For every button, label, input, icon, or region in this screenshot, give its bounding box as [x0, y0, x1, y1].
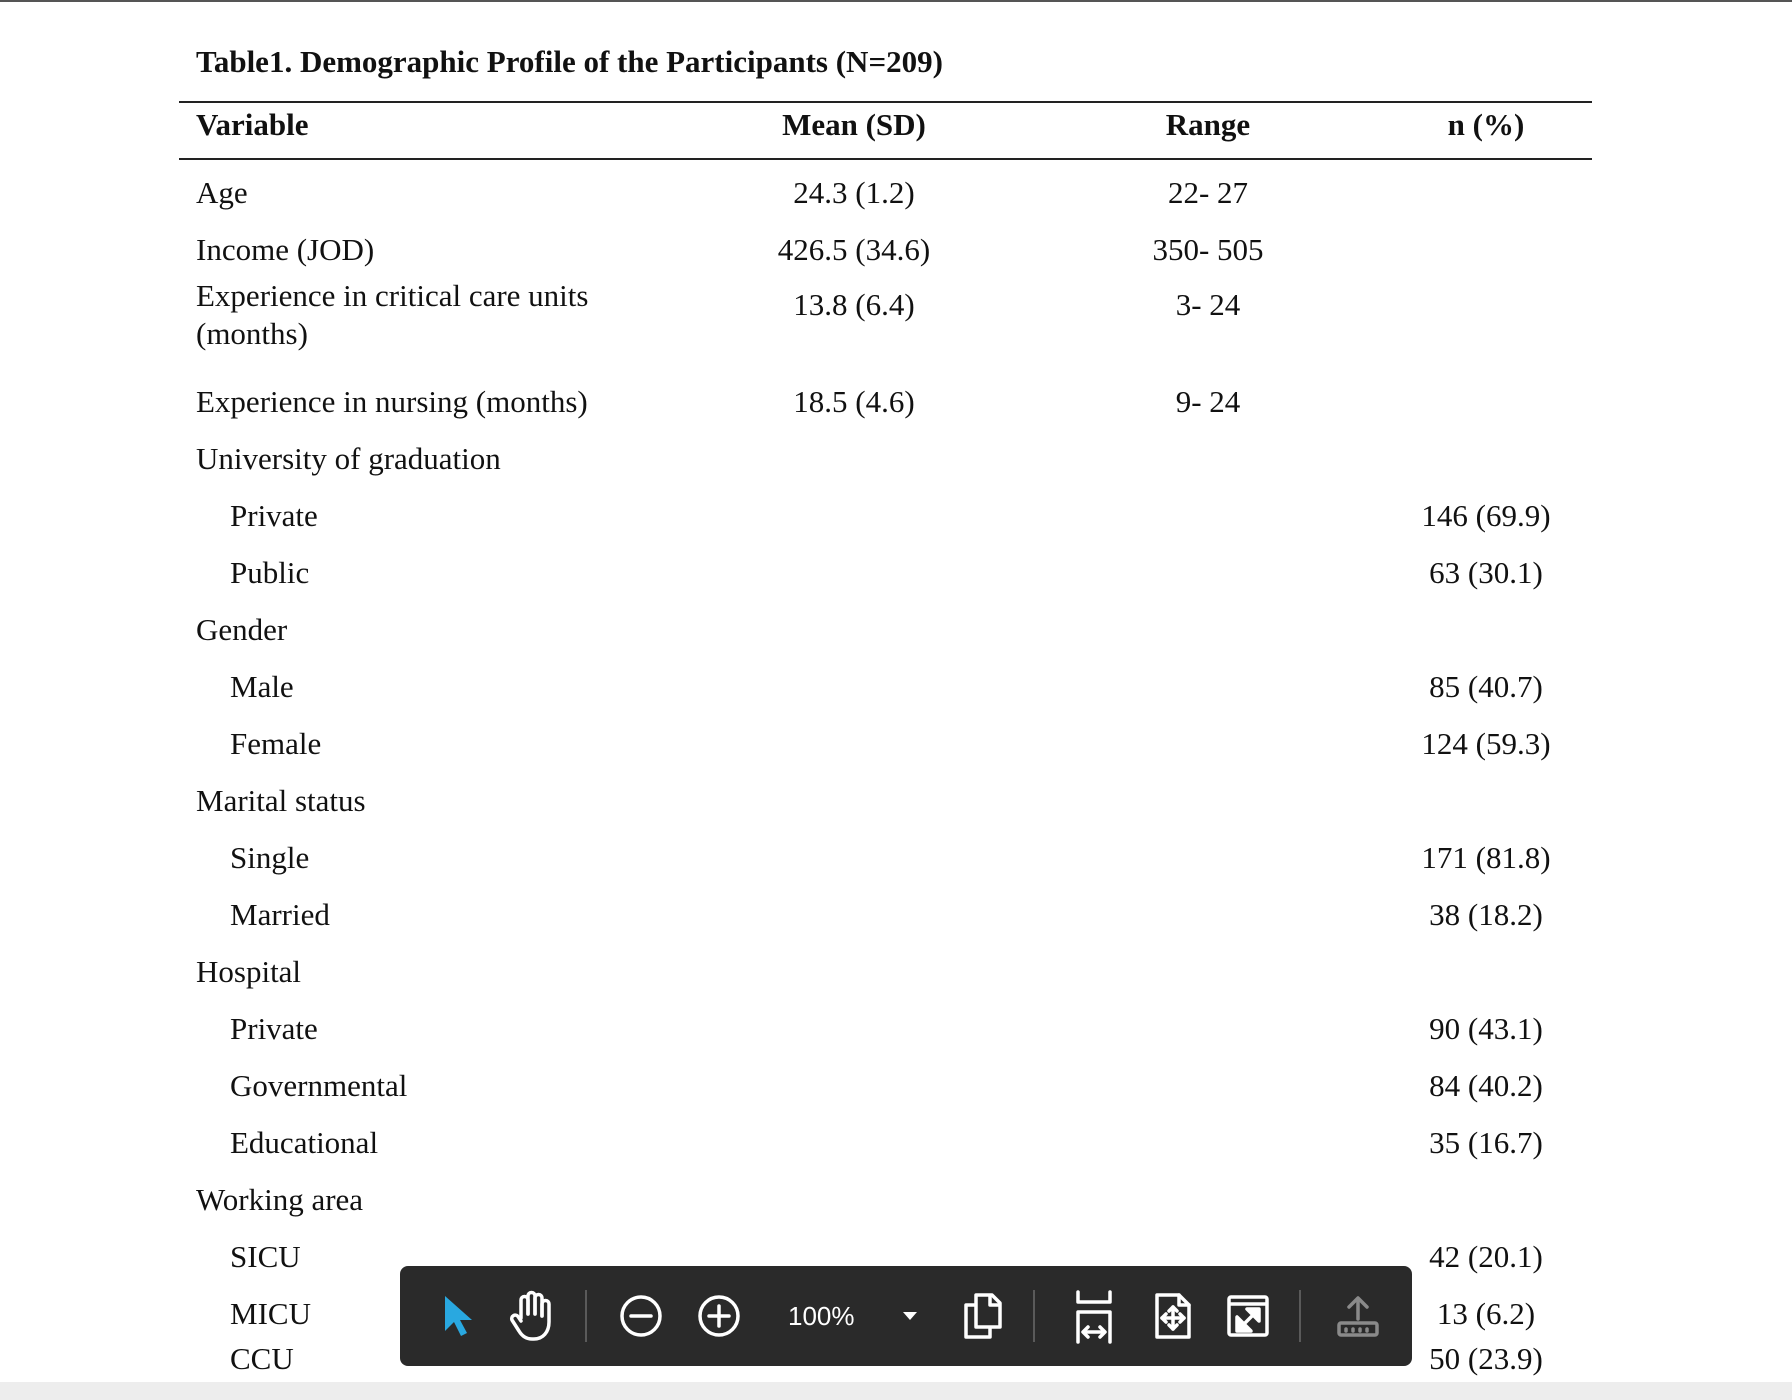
zoom-in-icon: [696, 1293, 742, 1339]
table-row: [0, 667, 1792, 707]
toolbar-separator: [1033, 1290, 1035, 1342]
fit-width-icon: [1072, 1288, 1116, 1344]
row-label: Single: [230, 840, 310, 875]
row-mean-sd: 24.3 (1.2): [793, 175, 915, 210]
row-label: Experience in nursing (months): [196, 384, 588, 419]
table-row: [0, 1123, 1792, 1163]
row-range: 350- 505: [1152, 232, 1264, 267]
row-mean-sd: 426.5 (34.6): [777, 232, 931, 267]
row-label: MICU: [230, 1296, 311, 1331]
row-label: Educational: [230, 1125, 379, 1160]
hand-tool-button[interactable]: [500, 1266, 564, 1366]
zoom-out-icon: [618, 1293, 664, 1339]
fullscreen-icon: [1225, 1293, 1271, 1339]
fullscreen-button[interactable]: [1215, 1266, 1281, 1366]
table-row: [0, 1180, 1792, 1220]
row-range: 22- 27: [1167, 175, 1249, 210]
row-label: Public: [230, 555, 310, 590]
zoom-level[interactable]: 100%: [788, 1301, 855, 1331]
table-row: [0, 895, 1792, 935]
row-label: Governmental: [230, 1068, 408, 1103]
table-row: [0, 553, 1792, 593]
table-row: [0, 496, 1792, 536]
row-label: Female: [230, 726, 322, 761]
row-label: Marital status: [196, 783, 366, 818]
zoom-dropdown-button[interactable]: [890, 1266, 930, 1366]
row-label: Working area: [196, 1182, 364, 1217]
table-top-rule: [179, 101, 1592, 103]
row-n-percent: 171 (81.8): [1421, 840, 1551, 875]
table-row: [0, 781, 1792, 821]
chevron-down-icon: [901, 1310, 919, 1322]
row-n-percent: 124 (59.3): [1421, 726, 1551, 761]
row-label: Married: [230, 897, 330, 932]
row-label: University of graduation: [196, 441, 501, 476]
row-range: 9- 24: [1175, 384, 1241, 419]
row-n-percent: 50 (23.9): [1429, 1341, 1543, 1376]
row-mean-sd: 13.8 (6.4): [793, 287, 915, 322]
row-n-percent: 13 (6.2): [1436, 1296, 1536, 1331]
header-variable: Variable: [196, 107, 309, 142]
header-n-percent: n (%): [1447, 107, 1525, 142]
select-tool-button[interactable]: [430, 1266, 486, 1366]
row-n-percent: 38 (18.2): [1429, 897, 1543, 932]
header-mean-sd: Mean (SD): [782, 107, 926, 142]
row-n-percent: 85 (40.7): [1429, 669, 1543, 704]
row-label: Gender: [196, 612, 288, 647]
table-row: [0, 1009, 1792, 1049]
row-mean-sd: 18.5 (4.6): [793, 384, 915, 419]
row-n-percent: 146 (69.9): [1421, 498, 1551, 533]
row-range: 3- 24: [1175, 287, 1241, 322]
row-n-percent: 90 (43.1): [1429, 1011, 1543, 1046]
table-row: [0, 173, 1792, 213]
copy-pages-icon: [960, 1291, 1004, 1341]
row-label: Private: [230, 498, 318, 533]
row-label: Private: [230, 1011, 318, 1046]
table-title: Table1. Demographic Profile of the Participants (N=209): [196, 44, 943, 79]
row-label: CCU: [230, 1341, 294, 1376]
table-row: [0, 724, 1792, 764]
table-row: [0, 610, 1792, 650]
upload-icon: [1334, 1293, 1382, 1339]
row-label: Hospital: [196, 954, 302, 989]
page-view-button[interactable]: [952, 1266, 1012, 1366]
header-range: Range: [1165, 107, 1251, 142]
row-n-percent: 35 (16.7): [1429, 1125, 1543, 1160]
upload-button[interactable]: [1325, 1266, 1391, 1366]
row-label: Income (JOD): [196, 232, 375, 267]
table-row: [0, 230, 1792, 270]
fit-page-button[interactable]: [1140, 1266, 1206, 1366]
toolbar-separator: [1299, 1290, 1301, 1342]
page-bottom-edge: [0, 1382, 1792, 1400]
row-label: Experience in critical care units (months): [196, 278, 589, 351]
fit-width-button[interactable]: [1060, 1266, 1128, 1366]
row-n-percent: 42 (20.1): [1429, 1239, 1543, 1274]
select-arrow-icon: [441, 1293, 475, 1339]
table-row: [0, 952, 1792, 992]
row-n-percent: 84 (40.2): [1429, 1068, 1543, 1103]
toolbar-separator: [585, 1290, 587, 1342]
zoom-out-button[interactable]: [612, 1266, 670, 1366]
table-row: [0, 439, 1792, 479]
pdf-toolbar: [400, 1266, 1412, 1366]
row-n-percent: 63 (30.1): [1429, 555, 1543, 590]
row-label: SICU: [230, 1239, 301, 1274]
table-header-rule: [179, 158, 1592, 160]
zoom-in-button[interactable]: [690, 1266, 748, 1366]
row-label: Male: [230, 669, 294, 704]
row-label: Age: [196, 175, 248, 210]
hand-icon: [507, 1290, 557, 1342]
window-top-border: [0, 0, 1792, 2]
table-row: [0, 838, 1792, 878]
table-row: [0, 277, 1792, 357]
table-row: [0, 382, 1792, 422]
table-row: [0, 1066, 1792, 1106]
fit-page-icon: [1152, 1291, 1194, 1341]
